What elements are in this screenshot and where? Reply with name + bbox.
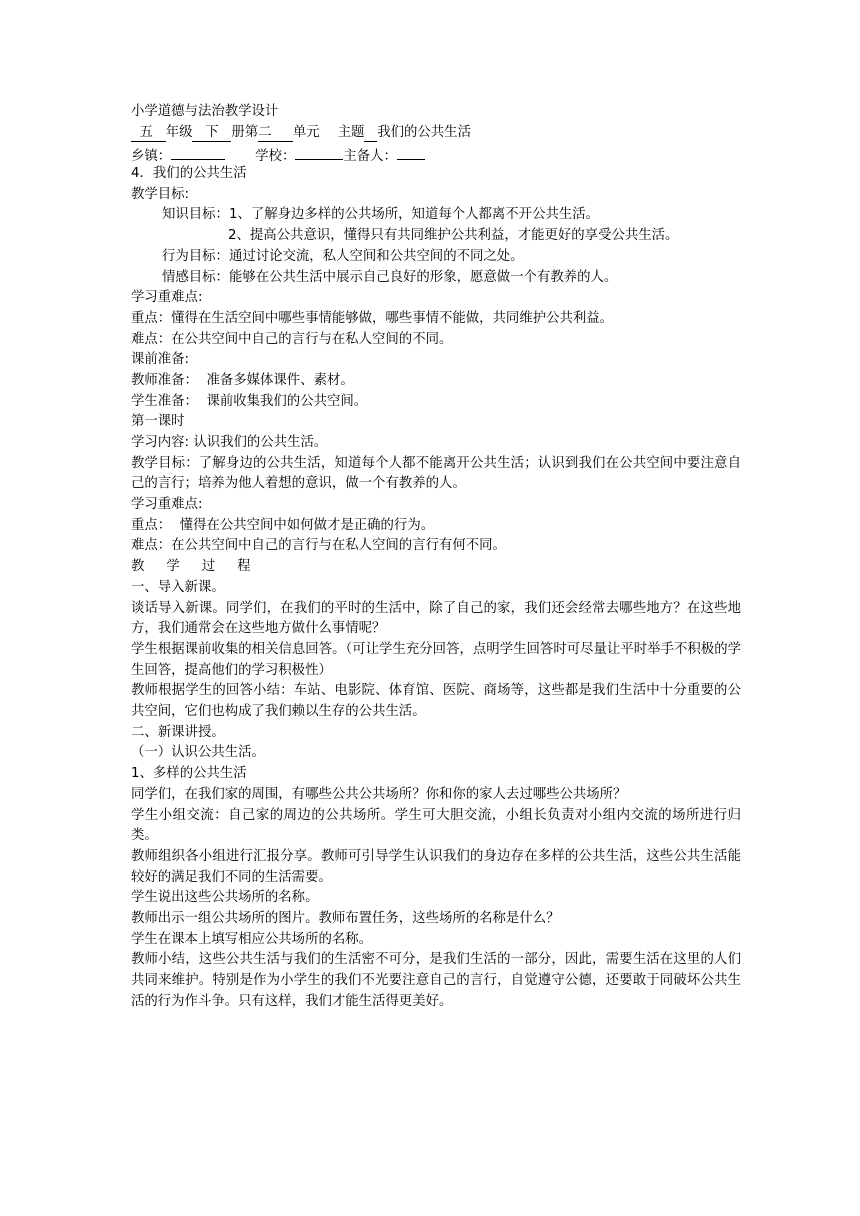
first-lesson: 第一课时 (131, 414, 185, 430)
goal-knowledge-2: 2、提高公共意识，懂得只有共同维护公共利益，才能更好的享受公共生活。 (228, 228, 679, 244)
theme-field (364, 125, 377, 142)
preparer-blank (397, 143, 425, 160)
key-point: 重点：懂得在生活空间中哪些事情能够做，哪些事情不能做，共同维护公共利益。 (131, 310, 614, 326)
document-page (131, 102, 741, 1013)
difficulty-heading: 学习重难点: (131, 290, 203, 306)
theme-value: 我们的公共生活 (377, 124, 471, 140)
preparer-label: 主备人： (343, 149, 397, 165)
lesson-content: 学习内容: 认识我们的公共生活。 (131, 435, 328, 450)
prep-heading: 课前准备: (131, 352, 190, 368)
paragraph: 学生小组交流：自己家的周边的公共场所。学生可大胆交流，小组长负责对小组内交流的场所进行归类。 (131, 807, 741, 844)
volume-suffix: 册第 (231, 124, 259, 140)
subsection-heading: （一）认识公共生活。 (131, 745, 265, 761)
process-heading: 教学过程 (131, 559, 273, 575)
volume-field: 下 (192, 125, 231, 142)
paragraph: 同学们，在我们家的周围，有哪些公共公共场所？你和你的家人去过哪些公共场所？ (131, 786, 627, 802)
student-prep: 学生准备： 课前收集我们的公共空间。 (131, 393, 368, 409)
header-line (131, 123, 741, 144)
hard-point-2: 难点：在公共空间中自己的言行与在私人空间的言行有何不同。 (131, 538, 506, 554)
paragraph: 学生在课本上填写相应公共场所的名称。 (131, 931, 373, 947)
teacher-prep: 教师准备： 准备多媒体课件、素材。 (131, 372, 354, 388)
goal-emotion: 情感目标：能够在公共生活中展示自己良好的形象，愿意做一个有教养的人。 (162, 269, 618, 285)
town-line (131, 143, 741, 164)
paragraph: 教师出示一组公共场所的图片。教师布置任务，这些场所的名称是什么？ (131, 911, 560, 927)
town-blank (171, 143, 225, 160)
theme-label: 主题 (337, 124, 365, 140)
paragraph: 学生说出这些公共场所的名称。 (131, 890, 319, 906)
paragraph: 教师根据学生的回答小结：车站、电影院、体育馆、医院、商场等，这些都是我们生活中十分重要的公共空间，它们也构成了我们赖以生存的公共生活。 (131, 683, 741, 720)
paragraph: 教师小结，这些公共生活与我们的生活密不可分，是我们生活的一部分，因此，需要生活在这里的人们共同来维护。特别是作为小学生的我们不光要注意自己的言行，自觉遵守公德，还要敢于同破坏公共生活的行为作斗争。只有这样，我们才能生活得更美好。 (131, 952, 741, 1009)
goal-behavior: 行为目标：通过讨论交流，私人空间和公共空间的不同之处。 (162, 248, 524, 264)
grade-suffix: 年级 (165, 124, 193, 140)
subsection-item-heading: 1、多样的公共生活 (131, 766, 247, 782)
goals-heading: 教学目标: (131, 186, 190, 202)
school-blank (295, 143, 343, 160)
town-label: 乡镇： (131, 149, 172, 165)
section-2-heading: 二、新课讲授。 (131, 724, 225, 740)
paragraph: 教师组织各小组进行汇报分享。教师可引导学生认识我们的身边存在多样的公共生活，这些公共生活能较好的满足我们不同的生活需要。 (131, 848, 741, 885)
school-label: 学校： (255, 149, 296, 165)
paragraph: 学生根据课前收集的相关信息回答。（可让学生充分回答，点明学生回答时可尽量让平时举手不积极的学生回答，提高他们的学习积极性） (131, 641, 741, 678)
hard-point: 难点：在公共空间中自己的言行与在私人空间的不同。 (131, 331, 453, 347)
lesson-title: 4．我们的公共生活 (131, 166, 247, 182)
goal-knowledge-1: 知识目标：1、了解身边多样的公共场所，知道每个人都离不开公共生活。 (162, 207, 600, 223)
section-1-heading: 一、导入新课。 (131, 579, 225, 595)
unit-suffix: 单元 (292, 124, 320, 140)
unit-field: 二 (258, 125, 293, 142)
doc-title: 小学道德与法治教学设计 (131, 104, 279, 119)
difficulty-heading-2: 学习重难点: (131, 497, 203, 513)
key-point-2: 重点： 懂得在公共空间中如何做才是正确的行为。 (131, 517, 435, 533)
lesson-goal: 教学目标：了解身边的公共生活，知道每个人都不能离开公共生活；认识到我们在公共空间中要注意自己的言行；培养为他人着想的意识，做一个有教养的人。 (131, 455, 741, 492)
grade-field: 五 (131, 125, 166, 142)
paragraph: 谈话导入新课。同学们，在我们的平时的生活中，除了自己的家，我们还会经常去哪些地方？在这些地方，我们通常会在这些地方做什么事情呢？ (131, 600, 741, 637)
